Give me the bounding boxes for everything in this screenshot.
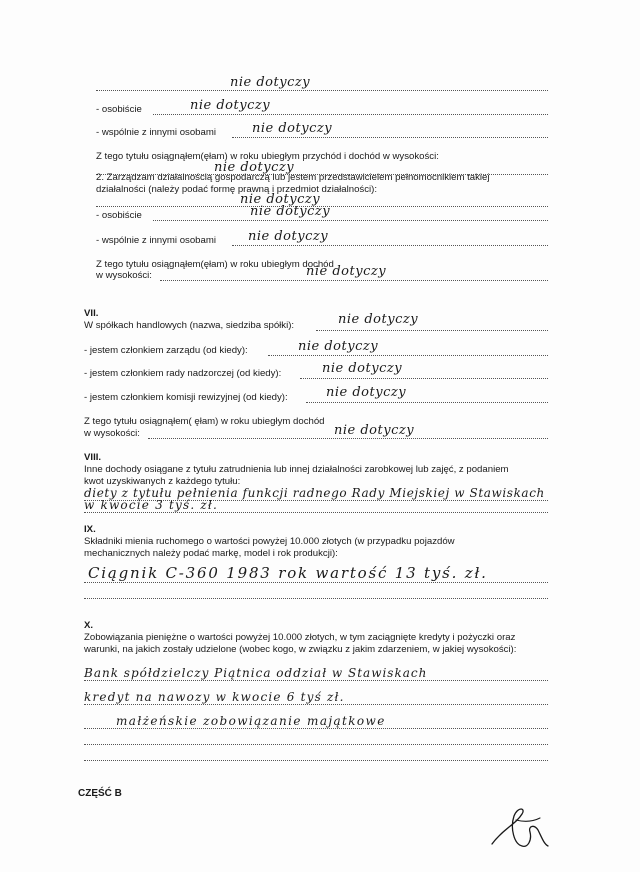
answer-line [268,355,548,356]
handwritten-answer: Bank spółdzielczy Piątnica oddział w Stawiskach [84,666,428,680]
section-x-line1: Zobowiązania pieniężne o wartości powyżej 10.000 złotych, w tym zaciągnięte kredyty i pożyczki oraz [84,632,516,643]
income-label-vii-b: w wysokości: [84,428,140,439]
handwritten-answer: nie dotyczy [214,160,295,175]
handwritten-answer: nie dotyczy [322,361,403,376]
wspolnie-label: - wspólnie z innymi osobami [96,127,216,138]
section-viii-heading: VIII. [84,452,102,463]
komisja-label: - jestem członkiem komisji rewizyjnej (od kiedy): [84,392,288,403]
income-label-vii: Z tego tytułu osiągnąłem( ęłam) w roku ubiegłym dochód [84,416,325,427]
handwritten-answer: nie dotyczy [252,121,333,136]
part-b-heading: CZĘŚĆ B [78,788,122,799]
spolki-label: W spółkach handlowych (nazwa, siedziba spółki): [84,320,295,331]
section-ix-line1: Składniki mienia ruchomego o wartości powyżej 10.000 złotych (w przypadku pojazdów [84,536,455,547]
section-viii-line2: kwot uzyskiwanych z każdego tytułu: [84,476,241,487]
handwritten-answer: nie dotyczy [230,75,311,90]
section-x-heading: X. [84,620,94,631]
income-label-2b: w wysokości: [96,270,152,281]
answer-line [84,680,548,681]
handwritten-answer: kredyt na nawozy w kwocie 6 tyś zł. [84,690,345,704]
handwritten-answer: nie dotyczy [250,204,331,219]
zarzad-label: - jestem członkiem zarządu (od kiedy): [84,345,248,356]
osobiscie-label: - osobiście [96,104,142,115]
answer-line [96,90,548,91]
answer-line [153,114,548,115]
answer-line [84,582,548,583]
section-ix-heading: IX. [84,524,96,535]
paragraph-2-line1: 2. Zarządzam działalnością gospodarczą lub jestem przedstawicielem pełnomocnikiem takiej [96,172,490,183]
answer-line [300,378,548,379]
answer-line [153,220,548,221]
section-ix-line2: mechanicznych należy podać markę, model i rok produkcji): [84,548,338,559]
handwritten-answer: Ciągnik C-360 1983 rok wartość 13 tyś. zł. [88,564,488,582]
answer-line [84,512,548,513]
income-label-2: Z tego tytułu osiągnąłem(ęłam) w roku ubiegłym dochód [96,259,334,270]
section-vii-heading: VII. [84,308,99,319]
answer-line [232,245,548,246]
paragraph-2-line2: działalności (należy podać formę prawną i przedmiot działalności): [96,184,378,195]
handwritten-answer: nie dotyczy [248,229,329,244]
answer-line [232,137,548,138]
section-viii-line1: Inne dochody osiągane z tytułu zatrudnienia lub innej działalności zarobkowej lub zajęć, z podaniem [84,464,509,475]
handwritten-answer: nie dotyczy [240,192,321,207]
handwritten-answer: w kwocie 3 tyś. zł. [84,498,218,512]
answer-line [84,704,548,705]
osobiscie-label-2: - osobiście [96,210,142,221]
answer-line [84,728,548,729]
handwritten-answer: diety z tytułu pełnienia funkcji radnego Rady Miejskiej w Stawiskach [84,486,545,500]
handwritten-answer: nie dotyczy [306,264,387,279]
wspolnie-label-2: - wspólnie z innymi osobami [96,235,216,246]
handwritten-answer: nie dotyczy [190,98,271,113]
handwritten-answer: nie dotyczy [338,312,419,327]
rada-label: - jestem członkiem rady nadzorczej (od kiedy): [84,368,282,379]
income-label: Z tego tytułu osiągnąłem(ęłam) w roku ubiegłym przychód i dochód w wysokości: [96,151,439,162]
answer-line [316,330,548,331]
answer-line [84,760,548,761]
handwritten-answer: nie dotyczy [326,385,407,400]
handwritten-answer: małżeńskie zobowiązanie majątkowe [116,714,386,728]
answer-line [160,280,548,281]
section-x-line2: warunki, na jakich zostały udzielone (wobec kogo, w związku z jakim zdarzeniem, w jakiej wysokości): [84,644,517,655]
answer-line [84,598,548,599]
signature [488,800,552,856]
answer-line [306,402,548,403]
handwritten-answer: nie dotyczy [298,339,379,354]
handwritten-answer: nie dotyczy [334,423,415,438]
answer-line [148,438,548,439]
answer-line [84,744,548,745]
